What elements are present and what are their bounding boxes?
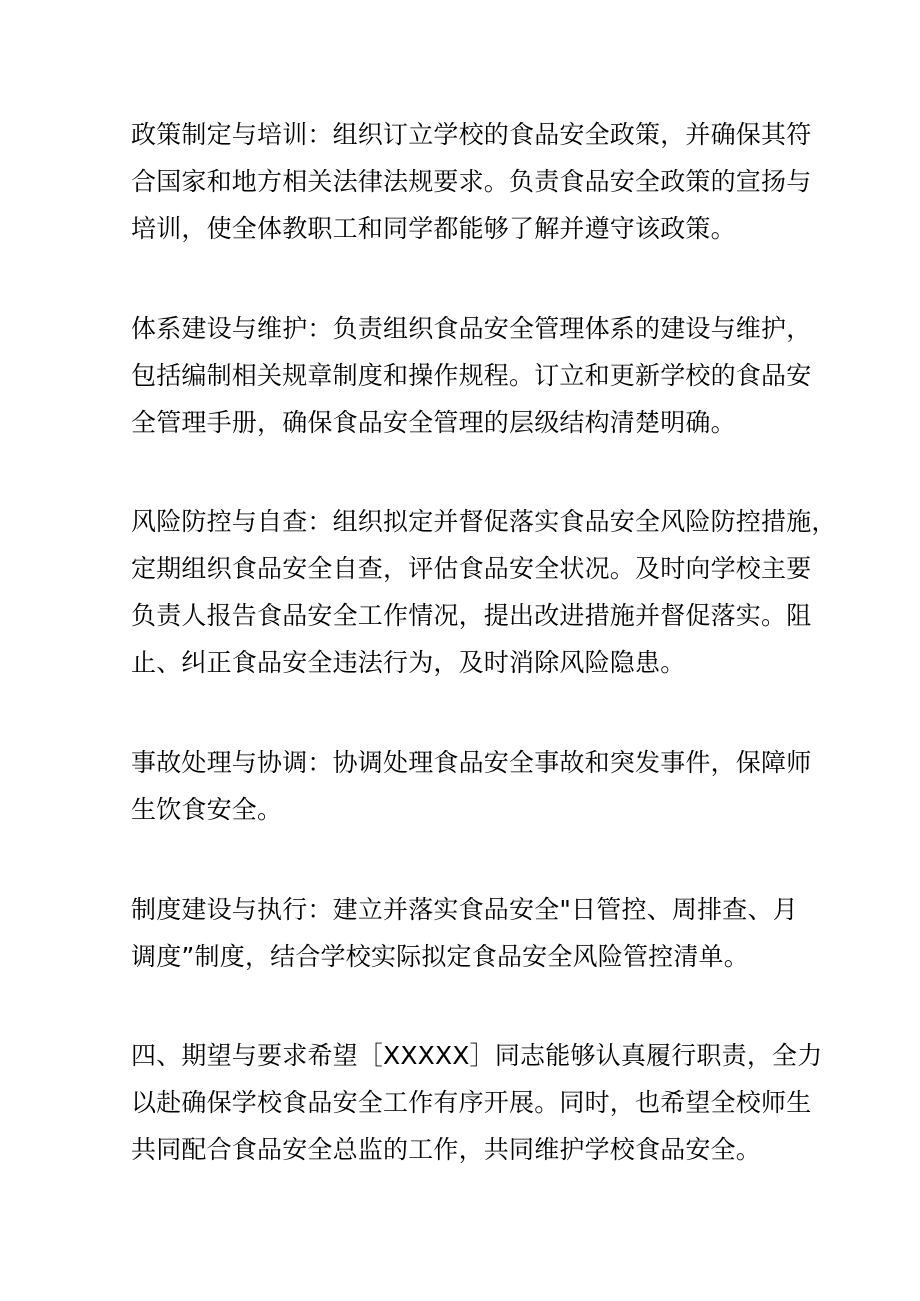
paragraph-expectations — [131, 1032, 823, 1173]
text-line: 全管理手册，确保食品安全管理的层级结构清楚明确。 — [131, 408, 736, 437]
text-line: 培训，使全体教职工和同学都能够了解并遵守该政策。 — [131, 214, 736, 243]
text-line: 合国家和地方相关法律法规要求。负责食品安全政策的宣扬与 — [131, 167, 812, 196]
text-line: 调度”制度，结合学校实际拟定食品安全风险管控清单。 — [131, 942, 749, 971]
paragraph-policy-training — [131, 111, 812, 252]
text-line: 包括编制相关规章制度和操作规程。订立和更新学校的食品安 — [131, 361, 812, 390]
paragraph-system-execution — [131, 886, 798, 980]
text-line: 负责人报告食品安全工作情况，提出改进措施并督促落实。阻 — [131, 601, 812, 630]
text-line: 事故处理与协调：协调处理食品安全事故和突发事件，保障师 — [131, 748, 812, 777]
text-line: 制度建设与执行：建立并落实食品安全"日管控、周排查、月 — [131, 895, 798, 924]
text-line: 风险防控与自查：组织拟定并督促落实食品安全风险防控措施， — [131, 507, 837, 536]
text-line: 定期组织食品安全自查，评估食品安全状况。及时向学校主要 — [131, 554, 812, 583]
text-line: 四、期望与要求希望［XXXXX］同志能够认真履行职责，全力 — [131, 1041, 823, 1070]
text-line: 共同配合食品安全总监的工作，共同维护学校食品安全。 — [131, 1135, 762, 1164]
paragraph-system-building — [131, 305, 812, 446]
text-line: 体系建设与维护：负责组织食品安全管理体系的建设与维护， — [131, 314, 812, 343]
text-line: 生饮食安全。 — [131, 795, 283, 824]
paragraph-risk-control — [131, 498, 837, 686]
paragraph-incident-handling — [131, 739, 812, 833]
text-line: 以赴确保学校食品安全工作有序开展。同时，也希望全校师生 — [131, 1088, 812, 1117]
text-line: 止、纠正食品安全违法行为，及时消除风险隐患。 — [131, 648, 686, 677]
text-line: 政策制定与培训：组织订立学校的食品安全政策，并确保其符 — [131, 120, 812, 149]
